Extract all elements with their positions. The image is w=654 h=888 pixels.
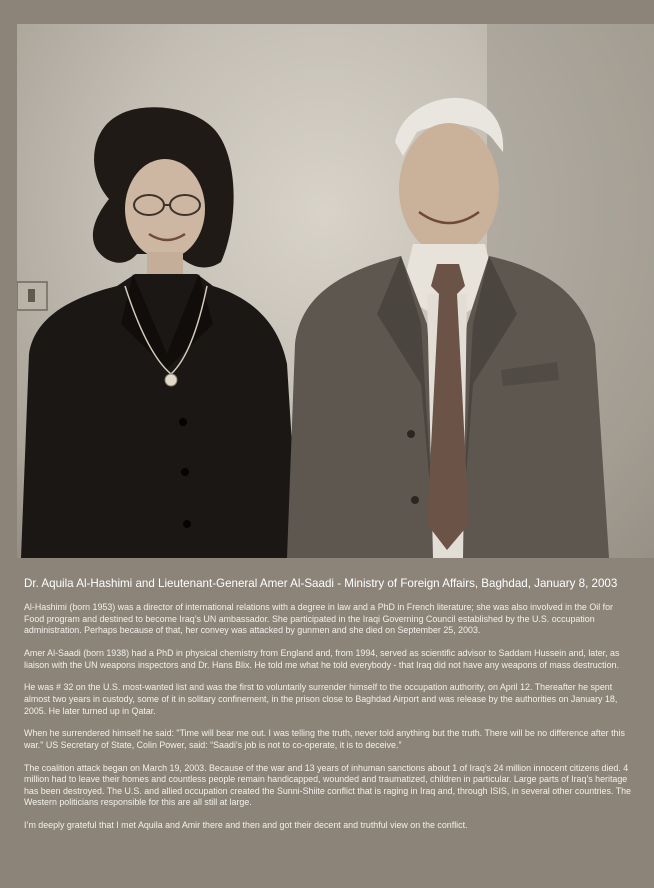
woman-jacket-button	[179, 418, 187, 426]
portrait-photo	[17, 24, 654, 558]
paragraph-war-consequences: The coalition attack began on March 19, 2003. Because of the war and 13 years of inhuman sanctions about 1 of Iraq’s 24 million innocent citizens died. 4 million had to leave their homes and countless people remain handicapped, wounded and traumatized, children in particular. Large parts of Iraq’s heritage has been destroyed. The U.S. and allied occupation created the Sunni-Shiite conflict that is raging in Iraq and, through ISIS, in several other countries. The Western politicians responsible for this are all still at large.	[24, 762, 631, 808]
man-suit-button	[407, 430, 415, 438]
light-switch-toggle	[28, 289, 35, 302]
woman-face	[125, 159, 205, 259]
paragraph-gratitude: I’m deeply grateful that I met Aquila and Amir there and then and got their decent and truthful view on the conflict.	[24, 820, 468, 831]
photo-caption: Dr. Aquila Al-Hashimi and Lieutenant-General Amer Al-Saadi - Ministry of Foreign Affairs, Baghdad, January 8, 2003	[24, 577, 618, 590]
article-body	[24, 602, 632, 843]
paragraph-al-hashimi-bio: Al-Hashimi (born 1953) was a director of international relations with a degree in law and a PhD in French literature; she was also involved in the Oil for Food program and destined to become Iraq’s UN ambassador. She participated in the Iraqi Governing Council established by the U.S. occupation administration. Perhaps because of that, her convey was attacked by gunmen and she died on September 25, 2003.	[24, 602, 614, 636]
man-face	[399, 123, 499, 255]
woman-jacket-button	[183, 520, 191, 528]
woman-pendant	[165, 374, 177, 386]
paragraph-al-saadi-bio: Amer Al-Saadi (born 1938) had a PhD in physical chemistry from England and, from 1994, served as scientific advisor to Saddam Hussein and, later, as liaison with the UN weapons inspectors and Dr. Hans Blix. He told me what he told everybody - that Iraq did not have any weapons of mass destruction.	[24, 647, 620, 670]
man-suit-button	[411, 496, 419, 504]
woman-jacket	[21, 274, 299, 558]
top-margin-strip	[0, 0, 654, 24]
paragraph-surrender: He was # 32 on the U.S. most-wanted list and was the first to voluntarily surrender himself to the occupation authority, on April 12. Thereafter he spent almost two years in custody, some of it in solitary confinement, in the prison close to Baghdad Airport and was release by the authorities on January 18, 2005. He later turned up in Qatar.	[24, 682, 618, 716]
woman-figure	[21, 107, 299, 558]
photo-illustration	[17, 24, 654, 558]
woman-jacket-button	[181, 468, 189, 476]
paragraph-quote: When he surrendered himself he said: "Time will bear me out. I was telling the truth, never told anything but the truth. There will be no difference after this war." US Secretary of State, Colin Power, said: “Saadi’s job is not to co-operate, it is to deceive.”	[24, 728, 625, 750]
